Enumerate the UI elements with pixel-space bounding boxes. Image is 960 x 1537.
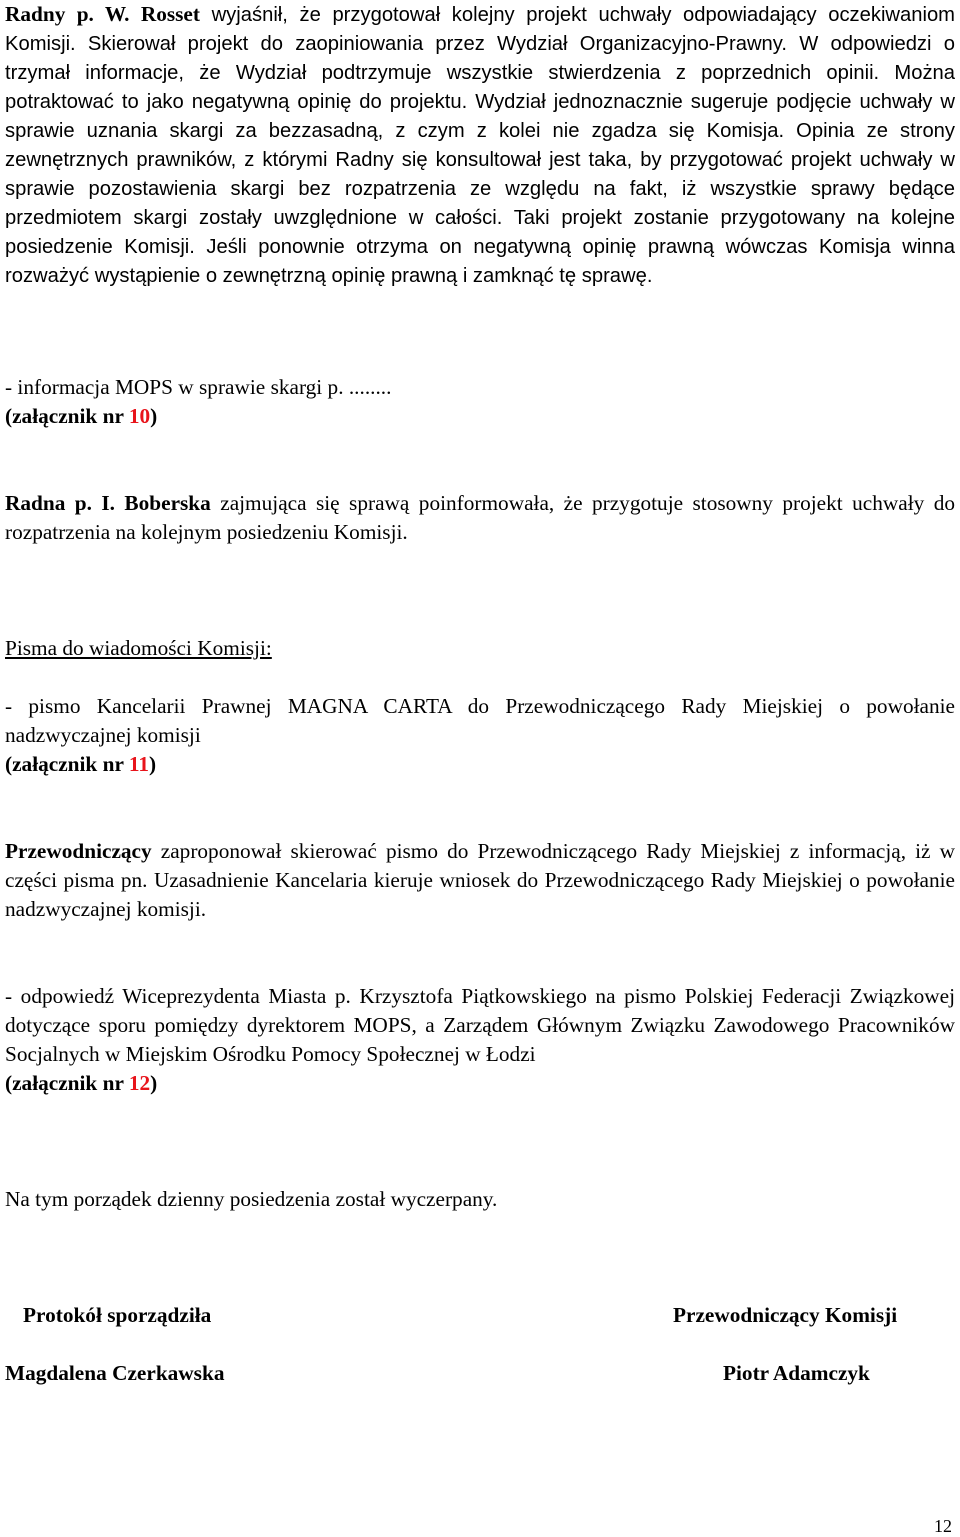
paragraph-chairman — [5, 837, 955, 924]
paragraph-body: zaproponował skierować pismo do Przewodniczącego Rady Miejskiej z informacją, iż w części pisma pn. Uzasadnienie Kancelaria kieruje wniosek do Przewodniczącego Rady Miejskiej o powołanie nadzwyczajnej komisji. — [5, 839, 955, 921]
section-heading — [5, 634, 955, 663]
item-magna-carta — [5, 692, 955, 779]
item-text: - informacja MOPS w sprawie skargi p. ........ — [5, 375, 392, 399]
signature-right-name: Piotr Adamczyk — [723, 1361, 870, 1385]
paragraph-body: zajmująca się sprawą poinformowała, że przygotuje stosowny projekt uchwały do rozpatrzenia na kolejnym posiedzeniu Komisji. — [5, 491, 955, 544]
attachment-number: 11 — [128, 752, 149, 776]
attachment-number: 12 — [128, 1071, 151, 1095]
attachment-ref: (załącznik nr 11) — [5, 752, 157, 776]
paragraph-rosset-text — [5, 0, 955, 291]
item-vice-president-reply — [5, 982, 955, 1098]
page-number: 12 — [934, 1516, 952, 1536]
attachment-ref: (załącznik nr 12) — [5, 1071, 158, 1095]
speaker-name: Radny p. W. Rosset — [5, 2, 200, 26]
signature-right-title: Przewodniczący Komisji — [673, 1303, 898, 1327]
item-text: - odpowiedź Wiceprezydenta Miasta p. Krzysztofa Piątkowskiego na pismo Polskiej Federacji Związkowej dotyczące sporu pomiędzy dyrektorem MOPS, a Zarządem Głównym Związku Zawodowego Pracowników Socjalnych w Miejskim Ośrodku Pomocy Społecznej w Łodzi — [5, 984, 955, 1066]
paragraph-boberska — [5, 489, 955, 547]
attachment-ref: (załącznik nr 10) — [5, 404, 158, 428]
signature-left-name: Magdalena Czerkawska — [5, 1361, 225, 1385]
paragraph-chairman-text — [5, 837, 955, 924]
attachment-number: 10 — [128, 404, 151, 428]
paragraph-body: wyjaśnił, że przygotował kolejny projekt uchwały odpowiadający oczekiwaniom Komisji. Skierował projekt do zaopiniowania przez Wydział Organizacyjno-Prawny. W odpowiedzi o trzymał informacje, że Wydział podtrzymuje wszystkie stwierdzenia z poprzednich opinii. Można potraktować to jako negatywną opinię do projektu. Wydział jednoznacznie sugeruje podjęcie uchwały w sprawie uznania skargi za bezzasadną, z czym z kolei nie zgadza się Komisja. Opinia ze strony zewnętrznych prawników, z którymi Radny się konsultował jest taka, by przygotować projekt uchwały w sprawie pozostawienia skargi bez rozpatrzenia ze względu na fakt, iż wszystkie sprawy będące przedmiotem skargi zostały uwzględnione w całości. Taki projekt zostanie przygotowany na kolejne posiedzenie Komisji. Jeśli ponownie otrzyma on negatywną opinię prawną wówczas Komisja winna rozważyć wystąpienie o zewnętrzną opinię prawną i zamknąć tę sprawę. — [5, 4, 955, 287]
paragraph-rosset — [5, 0, 955, 291]
closing-text: Na tym porządek dzienny posiedzenia został wyczerpany. — [5, 1187, 498, 1211]
item-text: - pismo Kancelarii Prawnej MAGNA CARTA do Przewodniczącego Rady Miejskiej o powołanie nadzwyczajnej komisji — [5, 694, 955, 747]
section-heading-text: Pisma do wiadomości Komisji: — [5, 636, 272, 660]
closing-statement — [5, 1185, 955, 1214]
speaker-name: Radna p. I. Boberska — [5, 491, 211, 515]
signature-left-title: Protokół sporządziła — [23, 1303, 212, 1327]
paragraph-boberska-text — [5, 489, 955, 547]
speaker-name: Przewodniczący — [5, 839, 152, 863]
item-mops-info — [5, 373, 955, 431]
